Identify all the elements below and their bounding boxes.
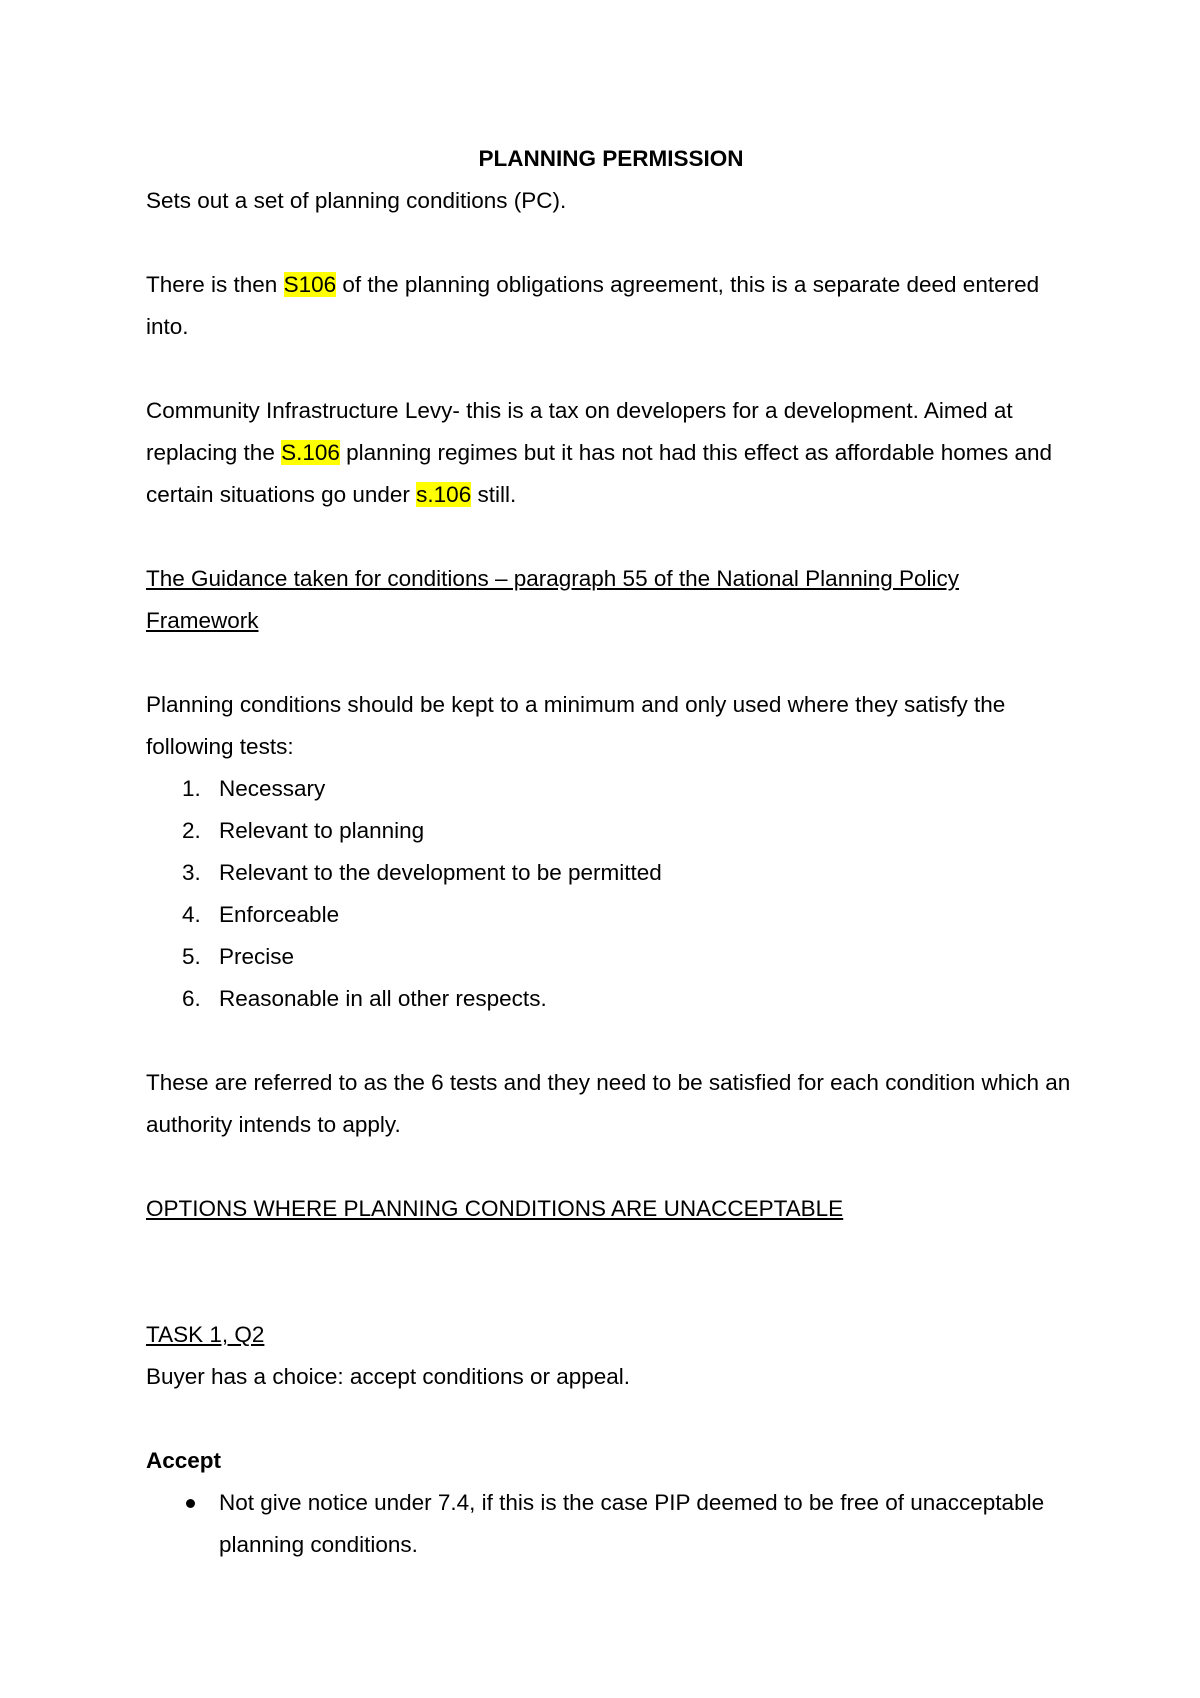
list-item [146,768,1076,810]
cil-text-part1: Community Infrastructure Levy- this is a tax on developers for a development. Aimed at replacing the [146,398,1013,465]
tests-summary: These are referred to as the 6 tests and they need to be satisfied for each condition which an authority intends to apply. [146,1070,1071,1137]
list-item [146,852,1076,894]
list-item-text: Enforceable [219,902,340,927]
accept-heading: Accept [146,1448,222,1473]
cil-text-part2: planning regimes but it has not had this effect as affordable homes and certain situations go under [146,440,1053,507]
spacer [146,222,1076,264]
list-item [146,1482,1076,1566]
spacer [146,642,1076,684]
cil-highlight-2: s.106 [416,482,472,507]
spacer [146,1146,1076,1188]
spacer [146,1020,1076,1062]
list-item-text: Reasonable in all other respects. [219,986,547,1011]
list-item-number: 6. [182,986,201,1011]
list-item [146,936,1076,978]
s106-paragraph [146,264,1076,348]
list-item-number: 5. [182,944,201,969]
cil-paragraph [146,390,1076,516]
list-item-text: Relevant to planning [219,818,425,843]
tests-list [146,768,1076,1020]
list-item [146,978,1076,1020]
guidance-heading: The Guidance taken for conditions – paragraph 55 of the National Planning Policy Framework [146,566,960,633]
list-item [146,894,1076,936]
list-item-number: 2. [182,818,201,843]
spacer [146,348,1076,390]
list-item-text: Not give notice under 7.4, if this is the case PIP deemed to be free of unacceptable planning conditions. [219,1490,1045,1557]
cil-text-part3: still. [471,482,517,507]
list-item [146,810,1076,852]
accept-bullet-list [146,1482,1076,1566]
list-item-text: Relevant to the development to be permitted [219,860,662,885]
s106-text-before: There is then [146,272,284,297]
document-body [146,138,1076,1566]
task-heading: TASK 1, Q2 [146,1322,265,1347]
list-item-text: Necessary [219,776,326,801]
bullet-icon [186,1499,195,1508]
spacer [146,516,1076,558]
intro-paragraph: Sets out a set of planning conditions (PC). [146,188,567,213]
list-item-number: 1. [182,776,201,801]
spacer [146,1230,1076,1314]
conditions-intro: Planning conditions should be kept to a minimum and only used where they satisfy the following tests: [146,692,1006,759]
options-heading: OPTIONS WHERE PLANNING CONDITIONS ARE UNACCEPTABLE [146,1196,844,1221]
list-item-number: 4. [182,902,201,927]
spacer [146,1398,1076,1440]
buyer-choice: Buyer has a choice: accept conditions or appeal. [146,1364,631,1389]
list-item-number: 3. [182,860,201,885]
list-item-text: Precise [219,944,295,969]
s106-highlight: S106 [283,272,337,297]
page-title: PLANNING PERMISSION [478,146,744,171]
cil-highlight-1: S.106 [281,440,340,465]
s106-text-after: of the planning obligations agreement, this is a separate deed entered into. [146,272,1040,339]
